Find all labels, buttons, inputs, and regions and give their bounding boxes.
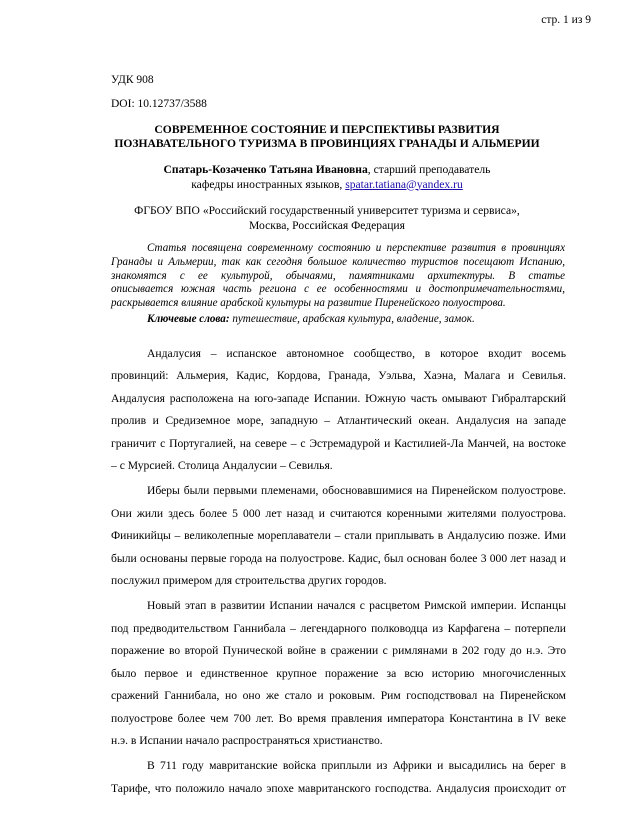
body-line: Андалусия – испанское автономное сообщество, в которое входит восемь — [147, 347, 566, 360]
body-line: было первое и единственное крупное поражение за всю историю многочисленных — [111, 666, 566, 680]
title-line: СОВРЕМЕННОЕ СОСТОЯНИЕ И ПЕРСПЕКТИВЫ РАЗВИТИЯ — [154, 123, 500, 136]
body-line: послужил примером для строительства других городов. — [111, 574, 387, 588]
abstract-line: описывается южная часть региона с ее особенностями и достопримечательностями, — [111, 283, 565, 296]
paragraph — [111, 595, 566, 752]
body-line: Финикийцы – великолепные мореплаватели – стали приплывать в Андалусию позже. Ими — [111, 529, 566, 543]
body-line: пролив и Средиземное море, западную – Атлантический океан. Андалусия на западе — [111, 414, 566, 428]
body-line: сражений Ганнибала, но оно же стало и роковым. Рим господствовал на Пиренейском — [111, 689, 566, 703]
abstract-line: Гранады и Альмерии, так как сегодня большое количество туристов посещают Испанию, — [111, 255, 565, 268]
organization-line: Москва, Российская Федерация — [249, 218, 405, 232]
title-line: ПОЗНАВАТЕЛЬНОГО ТУРИЗМА В ПРОВИНЦИЯХ ГРАНАДЫ И АЛЬМЕРИИ — [114, 136, 540, 150]
article-body — [111, 343, 566, 800]
keywords — [147, 313, 567, 327]
abstract-line: Статья посвящена современному состоянию и перспективе развития в провинциях — [147, 242, 565, 254]
body-line: Иберы были первыми племенами, обосновавшимися на Пиренейском полуострове. — [147, 484, 566, 498]
abstract-line: знакомятся с ее культурой, обычаями, памятниками архитектуры. В статье — [111, 269, 565, 282]
body-line: Тарифе, что положило начало эпохе мавританского господства. Андалусия происходит от — [111, 781, 566, 795]
paragraph — [111, 755, 566, 800]
paragraph — [111, 343, 566, 477]
paragraph — [111, 480, 566, 592]
body-line: – с Мурсией. Столица Андалусии – Севилья. — [111, 459, 333, 473]
body-line: полуострове более чем 700 лет. Во время правления императора Константина в IV веке — [111, 711, 566, 725]
body-line: были основаны первые города на полуострове. Кадис, был основан более 3 000 лет назад и — [111, 551, 566, 565]
body-line: н.э. в Испании начало распространяться христианство. — [111, 733, 383, 747]
body-line: Андалусия расположена на юго-западе Испании. Южную часть омывают Гибралтарский — [111, 391, 566, 405]
author-line — [90, 163, 564, 178]
author-department-line — [90, 178, 564, 193]
body-line: В 711 году мавританские войска приплыли из Африки и высадились на берег в — [147, 759, 566, 773]
organization-block — [90, 204, 564, 233]
body-line: граничит с Португалией, на севере – с Эстремадурой и Кастилией-Ла Манчей, на востоке — [111, 436, 566, 450]
body-line: провинций: Альмерия, Кадис, Кордова, Гранада, Уэльва, Хаэна, Малага и Севилья. — [111, 369, 566, 383]
body-line: Новый этап в развитии Испании начался с расцветом Римской империи. Испанцы — [147, 599, 566, 613]
doi-label: DOI: — [111, 98, 138, 110]
abstract — [111, 242, 565, 311]
author-position: , старший преподаватель — [367, 163, 491, 176]
udk-code: УДК 908 — [111, 74, 154, 86]
organization-line: ФГБОУ ВПО «Российский государственный университет туризма и сервиса», — [134, 204, 520, 217]
author-name: Спатарь-Козаченко Татьяна Ивановна — [163, 163, 368, 176]
doi — [111, 98, 207, 110]
author-block — [90, 163, 564, 192]
keywords-text: путешествие, арабская культура, владение, замок. — [229, 313, 475, 325]
page-number: стр. 1 из 9 — [541, 14, 591, 26]
doi-value: 10.12737/3588 — [137, 98, 207, 110]
author-department: кафедры иностранных языков, — [191, 177, 346, 191]
body-line: поражение во второй Пунической войне в сражении с римлянами в 202 году до н.э. Это — [111, 644, 566, 658]
article-title — [90, 123, 564, 150]
author-email-link[interactable]: spatar.tatiana@yandex.ru — [345, 177, 463, 191]
abstract-line: раскрывается влияние арабской культуры на развитие Пиренейского полуострова. — [111, 297, 506, 310]
keywords-label: Ключевые слова: — [147, 313, 230, 325]
body-line: под предводительством Ганнибала – легендарного полководца из Карфагена – потерпели — [111, 621, 566, 635]
body-line: Они жили здесь более 5 000 лет назад и считаются коренными жителями полуострова. — [111, 506, 566, 520]
